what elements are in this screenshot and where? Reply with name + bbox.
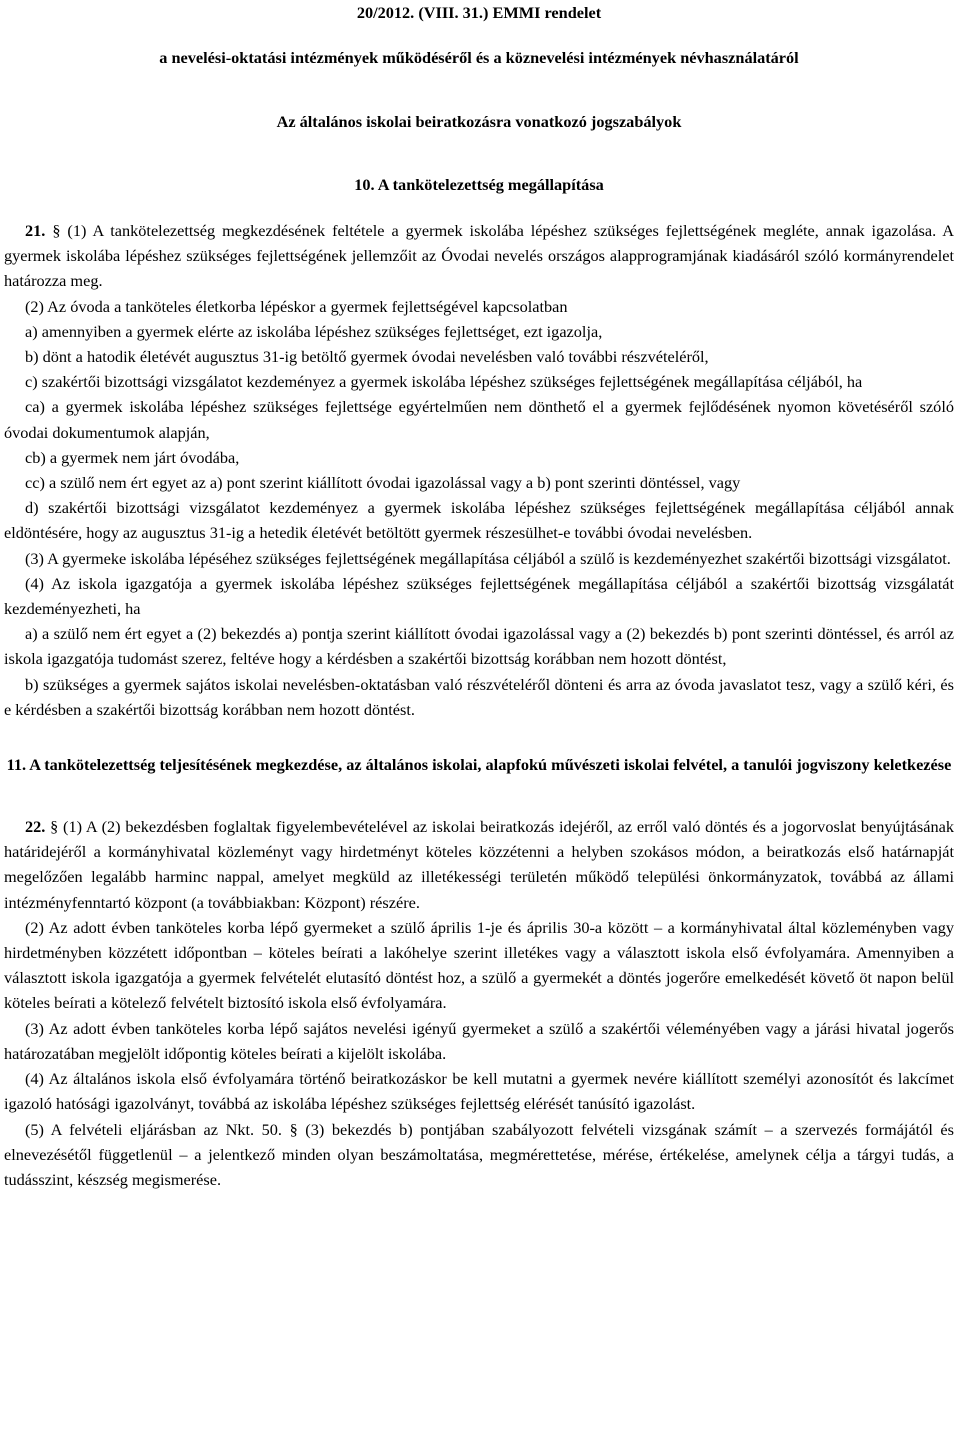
paragraph-21-1 <box>4 218 954 294</box>
point-c: c) szakértői bizottsági vizsgálatot kezdeményez a gyermek iskolába lépéshez szükséges fejlettségének megállapítása céljából, ha <box>25 372 863 392</box>
point-4a: a) a szülő nem ért egyet a (2) bekezdés a) pontja szerint kiállított óvodai igazolással vagy a (2) bekezdés b) pont szerinti döntéssel, és arról az iskola igazgatója tudomást szerez, feltéve hogy a kérdésben a szakértői bizottság korábban nem hozott döntést, <box>4 624 954 669</box>
paragraph-22 <box>4 814 954 1192</box>
paragraph-22-2: (2) Az adott évben tanköteles korba lépő gyermeket a szülő április 1-je és április 30-a között – a kormányhivatal által közleményben vagy hirdetményben közzétett időpontban – köteles beírati a lakóhelye szerint illetékes vagy a választott iskola első évfolyamára. Amennyiben a választott iskola igazgatója a gyermek felvételét elutasító döntést hoz, a szülő a gyermekét a döntés jogerőre emelkedését követő öt napon belül köteles beírati a kötelező felvételt biztosító iskola első évfolyamára. <box>4 917 954 1013</box>
paragraph-21 <box>4 218 954 722</box>
point-cb: cb) a gyermek nem járt óvodába, <box>25 447 240 467</box>
collection-title: Az általános iskolai beiratkozásra vonatkozó jogszabályok <box>276 112 682 131</box>
paragraph-22-5: (5) A felvételi eljárásban az Nkt. 50. § (3) bekezdés b) pontjában szabályozott felvételi vizsgának számít – a szervezés formájától és elnevezésétől függetlenül – a jelentkező minden olyan beszámoltatása, megmérettetése, mérése, értékelése, amelynek célja a tárgyi tudás, a tudásszint, készség megismerése. <box>4 1119 954 1189</box>
point-d: d) szakértői bizottsági vizsgálatot kezdeményez a gyermek iskolába lépéshez szükséges fejlettségének megállapítása céljából annak eldöntésére, hogy az augusztus 31-ig a hetedik életévét betöltött gyermek részesülhet-e további óvodai nevelésben. <box>4 498 954 543</box>
paragraph-22-3: (3) Az adott évben tanköteles korba lépő sajátos nevelési igényű gyermeket a szülő a szakértői véleményében vagy a járási hivatal jogerős határozatában megjelölt időpontig köteles beírati a kijelölt iskolába. <box>4 1018 954 1063</box>
point-b: b) dönt a hatodik életévét augusztus 31-ig betöltő gyermek óvodai nevelésben való további részvételéről, <box>25 347 709 367</box>
decree-title: 20/2012. (VIII. 31.) EMMI rendelet <box>356 3 602 22</box>
section-number: 22. <box>25 817 46 837</box>
point-cc: cc) a szülő nem ért egyet az a) pont szerint kiállított óvodai igazolással vagy a b) pont szerinti döntéssel, vagy <box>25 473 741 493</box>
section-10-title: 10. A tankötelezettség megállapítása <box>354 175 604 194</box>
point-4b: b) szükséges a gyermek sajátos iskolai nevelésben-oktatásban való részvételéről dönteni és arra az óvoda javaslatot tesz, vagy a szülő kéri, és e kérdésben a szakértői bizottság korábban nem hozott döntést. <box>4 674 954 719</box>
paragraph-22-4: (4) Az általános iskola első évfolyamára történő beiratkozáskor be kell mutatni a gyermek nevére kiállított személyi azonosítót és lakcímet igazoló hatósági igazolványt, továbbá az iskolába lépéshez szükséges fejlettség elérését tanúsító igazolást. <box>4 1069 954 1114</box>
point-a: a) amennyiben a gyermek elérte az iskolába lépéshez szükséges fejlettséget, ezt igazolja, <box>25 321 603 341</box>
decree-subject: a nevelési-oktatási intézmények működéséről és a köznevelési intézmények névhasználatáról <box>159 48 799 67</box>
paragraph-22-1 <box>4 814 954 915</box>
point-ca: ca) a gyermek iskolába lépéshez szükséges fejlettsége egyértelműen nem dönthető el a gyermek fejlődésének nyomon követéséről szóló óvodai dokumentumok alapján, <box>4 397 954 442</box>
paragraph-21-2: (2) Az óvoda a tanköteles életkorba lépéskor a gyermek fejlettségével kapcsolatban <box>25 296 568 316</box>
paragraph-text: § (1) A tankötelezettség megkezdésének feltétele a gyermek iskolába lépéshez szükséges fejlettségének megléte, annak igazolása. A gyermek iskolába lépéshez szükséges fejlettségének jellemzőit az Óvodai nevelés országos alapprogramjának kiadásáról szóló kormányrendelet határozza meg. <box>4 221 954 291</box>
paragraph-21-3: (3) A gyermeke iskolába lépéséhez szükséges fejlettségének megállapítása céljából a szülő is kezdeményezhet szakértői bizottsági vizsgálatot. <box>25 548 951 568</box>
paragraph-text: § (1) A (2) bekezdésben foglaltak figyelembevételével az iskolai beiratkozás idejéről, az erről való döntés és a jogorvoslat benyújtásának határidejéről a kormányhivatal közleményt vagy hirdetményt köteles közzétenni a helyben szokásos módon, a beiratkozás első határnapját megelőzően legalább harminc nappal, amelyet megküld az illetékességi területén működő települési önkormányzatok, továbbá az állami intézményfenntartó központ (a továbbiakban: Központ) részére. <box>4 817 954 912</box>
section-11-title: 11. A tankötelezettség teljesítésének megkezdése, az általános iskolai, alapfokú művészeti iskolai felvétel, a tanulói jogviszony keletkezése <box>6 755 952 775</box>
paragraph-21-4: (4) Az iskola igazgatója a gyermek iskolába lépéshez szükséges fejlettségének megállapítása céljából a szakértői bizottság vizsgálatát kezdeményezheti, ha <box>4 573 954 619</box>
section-number: 21. <box>25 221 46 240</box>
